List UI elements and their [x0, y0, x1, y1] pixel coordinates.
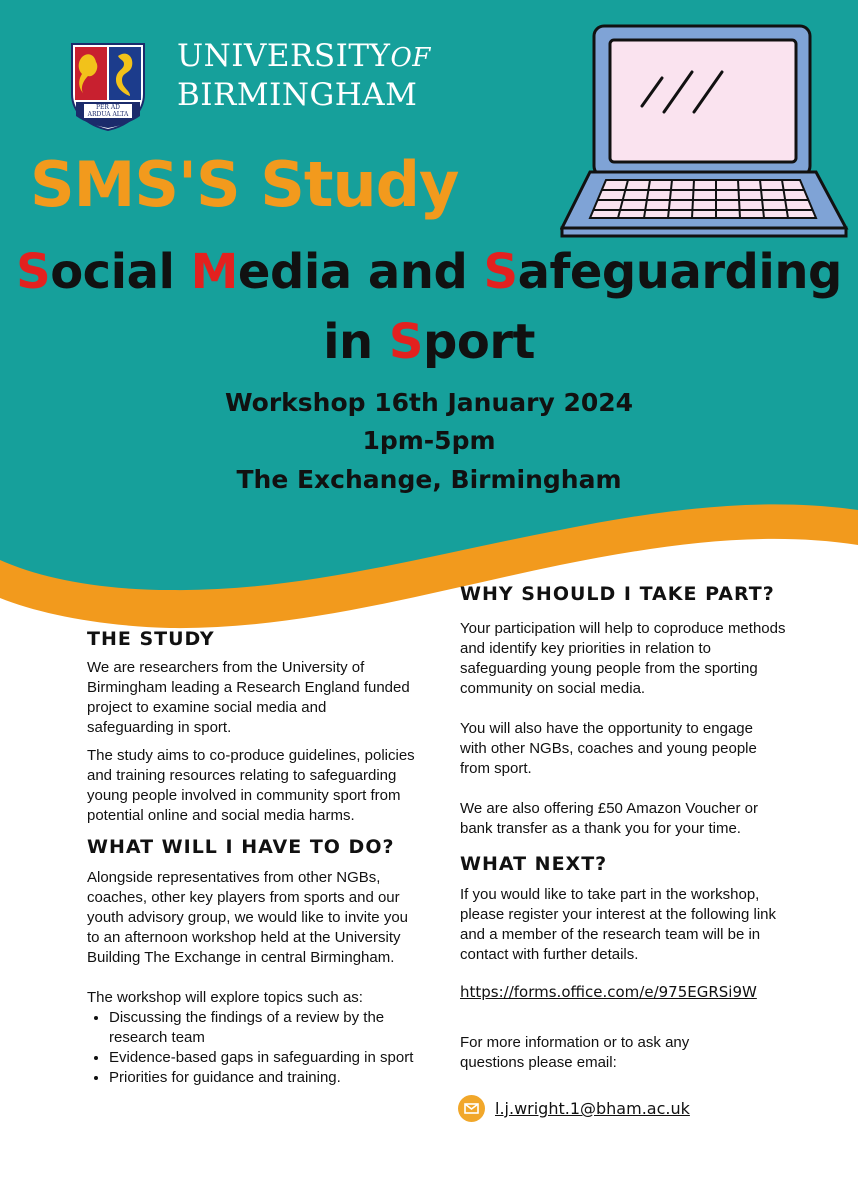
- title-line1: [0, 244, 858, 300]
- title-segment: port: [422, 314, 535, 370]
- motto-word: PER: [95, 104, 109, 111]
- motto-word: ARDUA: [87, 111, 111, 118]
- crest-motto: [82, 104, 134, 118]
- study-paragraph: The study aims to co-produce guidelines, policies and training resources relating to safeguarding young people involved in community sport from potential online and social media harms.: [87, 747, 415, 824]
- what-to-do-heading: WHAT WILL I HAVE TO DO?: [87, 836, 395, 858]
- university-line1: UNIVERSITY: [177, 38, 391, 74]
- email-icon: [458, 1095, 485, 1122]
- title-segment: afeguarding: [517, 244, 842, 300]
- motto-word: ALTA: [112, 111, 129, 118]
- university-of: OF: [390, 43, 431, 73]
- title-segment: in: [323, 314, 389, 370]
- why-heading: WHY SHOULD I TAKE PART?: [460, 583, 775, 605]
- laptop-icon: [560, 22, 850, 242]
- right-column: [460, 583, 820, 1122]
- left-column: [87, 628, 417, 1088]
- register-link[interactable]: https://forms.office.com/e/975EGRSi9W: [460, 983, 757, 1001]
- study-paragraph: We are researchers from the University of Birmingham leading a Research England funded project to examine social media and safeguarding in sport.: [87, 659, 410, 736]
- topics-list: [87, 1008, 417, 1088]
- why-paragraph: We are also offering £50 Amazon Voucher or bank transfer as a thank you for your time.: [460, 800, 758, 837]
- university-wordmark: [177, 38, 431, 114]
- email-link[interactable]: l.j.wright.1@bham.ac.uk: [495, 1099, 690, 1118]
- title-segment: S: [16, 244, 51, 300]
- study-name: SMS'S Study: [30, 148, 459, 221]
- what-next-paragraph: If you would like to take part in the workshop, please register your interest at the following link and a member of the research team will be in contact with further details.: [460, 886, 776, 963]
- workshop-venue: The Exchange, Birmingham: [236, 465, 622, 494]
- topics-intro: The workshop will explore topics such as:: [87, 989, 363, 1006]
- title-segment: ocial: [50, 244, 191, 300]
- what-next-heading: WHAT NEXT?: [460, 853, 608, 875]
- workshop-time: 1pm-5pm: [362, 426, 496, 455]
- why-paragraph: You will also have the opportunity to engage with other NGBs, coaches and young people from sport.: [460, 720, 757, 777]
- list-item: • Evidence-based gaps in safeguarding in sport: [109, 1048, 417, 1068]
- crest-logo: [70, 42, 146, 132]
- title-segment: edia and: [237, 244, 484, 300]
- title-segment: M: [190, 244, 238, 300]
- title-segment: S: [388, 314, 423, 370]
- motto-word: AD: [110, 104, 120, 111]
- university-line2: BIRMINGHAM: [177, 77, 418, 113]
- workshop-date: Workshop 16th January 2024: [224, 388, 634, 417]
- list-item: • Priorities for guidance and training.: [109, 1068, 417, 1088]
- contact-text: For more information or to ask any questions please email:: [460, 1034, 690, 1071]
- title-segment: S: [483, 244, 518, 300]
- study-heading: THE STUDY: [87, 628, 215, 650]
- what-to-do-paragraph: Alongside representatives from other NGBs, coaches, other key players from sports and our youth advisory group, we would like to invite you to an afternoon workshop held at the University Building The Exchange in central Birmingham.: [87, 869, 409, 966]
- list-item: • Discussing the findings of a review by the research team: [109, 1008, 417, 1048]
- title-line2: [0, 314, 858, 370]
- email-row: [460, 1095, 820, 1122]
- why-paragraph: Your participation will help to coproduce methods and identify key priorities in relation to safeguarding young people from the sporting community on social media.: [460, 620, 786, 697]
